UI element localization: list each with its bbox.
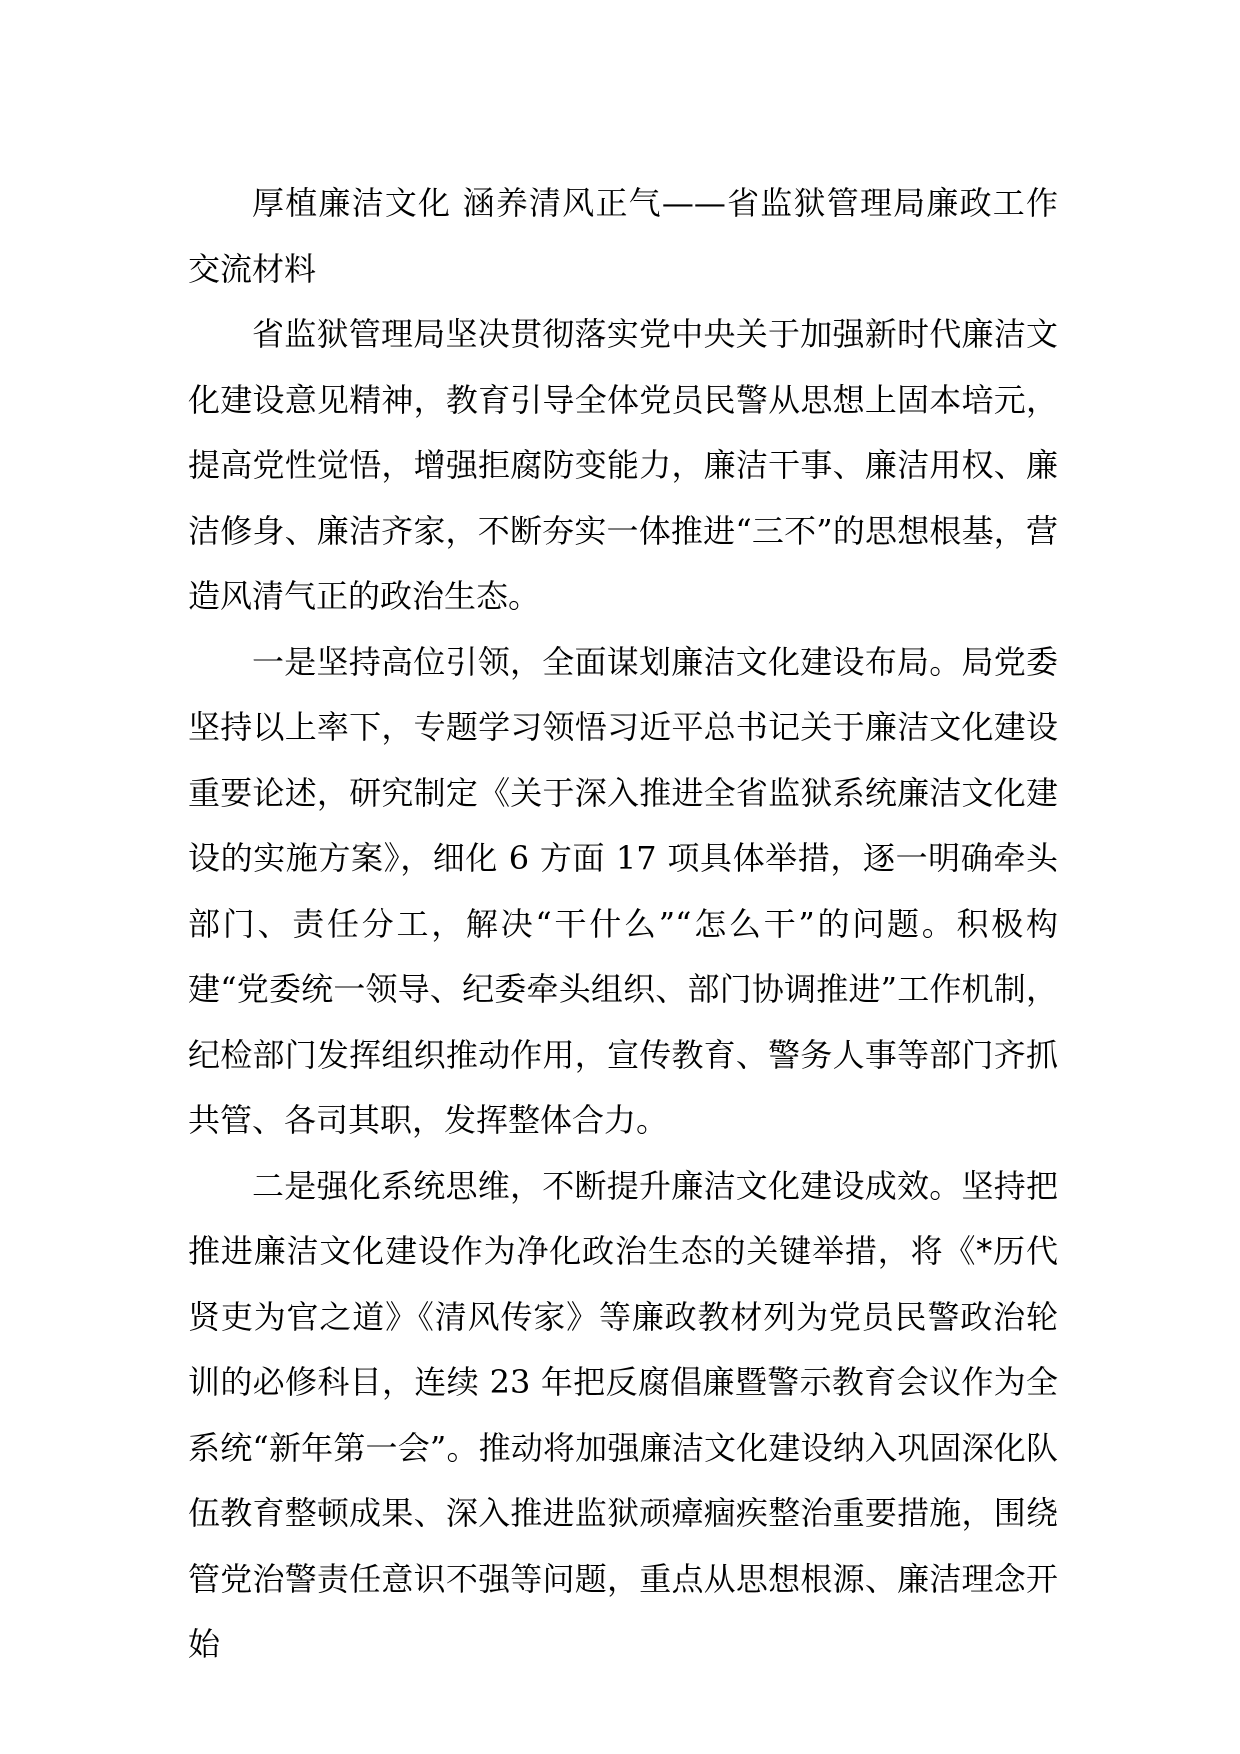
paragraph-intro: 省监狱管理局坚决贯彻落实党中央关于加强新时代廉洁文化建设意见精神，教育引导全体党员民警从思想上固本培元，提高党性觉悟，增强拒腐防变能力，廉洁干事、廉洁用权、廉洁修身、廉洁齐家，不断夯实一体推进“三不”的思想根基，营造风清气正的政治生态。 — [188, 315, 1058, 615]
document-page — [188, 171, 1058, 1678]
paragraph-point-two: 二是强化系统思维，不断提升廉洁文化建设成效。坚持把推进廉洁文化建设作为净化政治生态的关键举措，将《*历代贤吏为官之道》《清风传家》等廉政教材列为党员民警政治轮训的必修科目，连续 23 年把反腐倡廉暨警示教育会议作为全系统“新年第一会”。推动将加强廉洁文化建设纳入巩固深化队伍教育整顿成果、深入推进监狱顽瘴痼疾整治重要措施，围绕管党治警责任意识不强等问题，重点从思想根源、廉洁理念开始 — [188, 1166, 1058, 1663]
paragraph-point-one: 一是坚持高位引领，全面谋划廉洁文化建设布局。局党委坚持以上率下，专题学习领悟习近平总书记关于廉洁文化建设重要论述，研究制定《关于深入推进全省监狱系统廉洁文化建设的实施方案》，细化 6 方面 17 项具体举措，逐一明确牵头部门、责任分工，解决“干什么”“怎么干”的问题。积极构建“党委统一领导、纪委牵头组织、部门协调推进”工作机制，纪检部门发挥组织推动作用，宣传教育、警务人事等部门齐抓共管、各司其职，发挥整体合力。 — [188, 642, 1058, 1139]
document-title: 厚植廉洁文化 涵养清风正气——省监狱管理局廉政工作交流材料 — [188, 184, 1058, 288]
